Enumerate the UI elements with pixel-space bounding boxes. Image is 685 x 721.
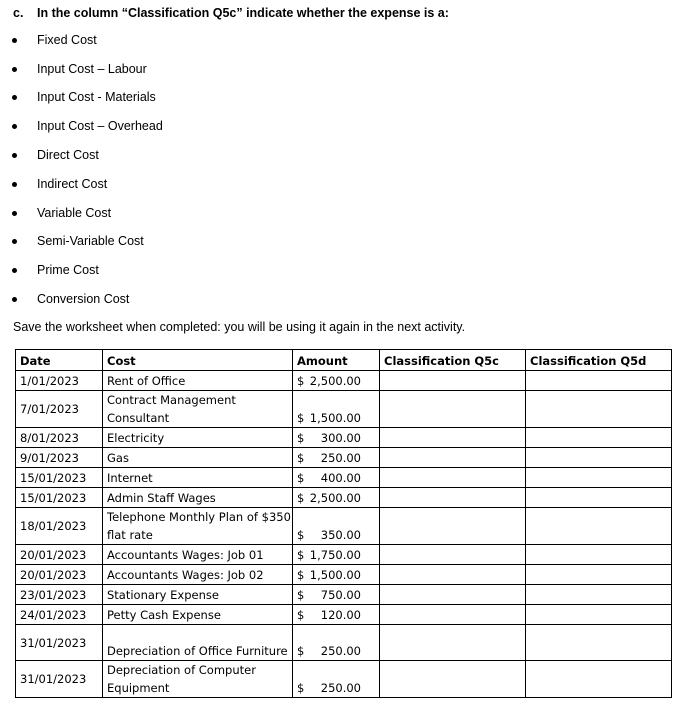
bullet-icon: [12, 297, 17, 302]
bullet-icon: [12, 124, 17, 129]
cell-cost: Stationary Expense: [103, 585, 293, 605]
cell-cost: Rent of Office: [103, 371, 293, 391]
cost-type-label: Indirect Cost: [37, 177, 108, 191]
cost-type-label: Input Cost – Overhead: [37, 119, 163, 133]
cell-cost: Accountants Wages: Job 02: [103, 565, 293, 585]
amount-value: 250.00: [320, 644, 361, 658]
table-row: [16, 545, 672, 565]
amount-value: 400.00: [320, 471, 361, 485]
currency-symbol: $: [297, 491, 305, 505]
bullet-icon: [12, 67, 17, 72]
header-classification-q5c: Classification Q5c: [380, 350, 526, 371]
header-classification-q5d: Classification Q5d: [526, 350, 672, 371]
question-heading: [13, 6, 449, 20]
cell-classification-q5d[interactable]: [526, 468, 672, 488]
cell-amount: [293, 545, 380, 565]
cell-date: 24/01/2023: [16, 605, 103, 625]
cost-type-label: Prime Cost: [37, 263, 99, 277]
cell-classification-q5c[interactable]: [380, 565, 526, 585]
table-body: [16, 371, 672, 698]
cell-classification-q5c[interactable]: [380, 468, 526, 488]
question-text: In the column “Classification Q5c” indicate whether the expense is a:: [37, 6, 449, 20]
cell-date: 18/01/2023: [16, 508, 103, 545]
cell-classification-q5d[interactable]: [526, 428, 672, 448]
amount-value: 300.00: [320, 431, 361, 445]
table-row: [16, 625, 672, 661]
cell-cost: Gas: [103, 448, 293, 468]
table-row: [16, 371, 672, 391]
amount-value: 2,500.00: [309, 491, 361, 505]
question-letter: c.: [13, 6, 24, 20]
cost-type-label: Semi-Variable Cost: [37, 234, 144, 248]
table-row: [16, 391, 672, 428]
cost-type-label: Input Cost – Labour: [37, 62, 147, 76]
cell-date: 15/01/2023: [16, 468, 103, 488]
cell-classification-q5c[interactable]: [380, 488, 526, 508]
cell-classification-q5d[interactable]: [526, 625, 672, 661]
amount-value: 120.00: [320, 608, 361, 622]
cell-date: 15/01/2023: [16, 488, 103, 508]
currency-symbol: $: [297, 451, 305, 465]
cell-cost: Accountants Wages: Job 01: [103, 545, 293, 565]
cell-classification-q5c[interactable]: [380, 585, 526, 605]
cost-type-label: Fixed Cost: [37, 33, 97, 47]
bullet-icon: [12, 153, 17, 158]
cell-classification-q5c[interactable]: [380, 508, 526, 545]
cell-amount: [293, 661, 380, 698]
cell-classification-q5c[interactable]: [380, 448, 526, 468]
save-instruction: Save the worksheet when completed: you will be using it again in the next activity.: [13, 320, 466, 334]
bullet-icon: [12, 38, 17, 43]
cell-amount: [293, 508, 380, 545]
bullet-icon: [12, 95, 17, 100]
cell-date: 23/01/2023: [16, 585, 103, 605]
header-date: Date: [16, 350, 103, 371]
cell-classification-q5c[interactable]: [380, 391, 526, 428]
cell-classification-q5c[interactable]: [380, 545, 526, 565]
header-amount: Amount: [293, 350, 380, 371]
cell-classification-q5d[interactable]: [526, 508, 672, 545]
amount-value: 350.00: [320, 528, 361, 542]
cell-classification-q5d[interactable]: [526, 488, 672, 508]
cell-amount: [293, 428, 380, 448]
cell-classification-q5d[interactable]: [526, 371, 672, 391]
amount-value: 1,500.00: [309, 411, 361, 425]
cell-date: 8/01/2023: [16, 428, 103, 448]
bullet-icon: [12, 211, 17, 216]
cell-classification-q5d[interactable]: [526, 585, 672, 605]
cell-cost: Depreciation of Computer Equipment: [103, 661, 293, 698]
cell-amount: [293, 488, 380, 508]
table-row: [16, 605, 672, 625]
cell-cost: Contract Management Consultant: [103, 391, 293, 428]
cell-amount: [293, 371, 380, 391]
cell-classification-q5d[interactable]: [526, 545, 672, 565]
currency-symbol: $: [297, 471, 305, 485]
cell-classification-q5d[interactable]: [526, 448, 672, 468]
cell-classification-q5c[interactable]: [380, 661, 526, 698]
cell-date: 1/01/2023: [16, 371, 103, 391]
cell-amount: [293, 585, 380, 605]
cell-amount: [293, 605, 380, 625]
cell-cost: Depreciation of Office Furniture: [103, 625, 293, 661]
currency-symbol: $: [297, 548, 305, 562]
amount-value: 750.00: [320, 588, 361, 602]
table-header-row: [16, 350, 672, 371]
bullet-icon: [12, 239, 17, 244]
cell-classification-q5c[interactable]: [380, 605, 526, 625]
cost-type-label: Variable Cost: [37, 206, 112, 220]
amount-value: 1,500.00: [309, 568, 361, 582]
cell-amount: [293, 391, 380, 428]
cell-cost: Petty Cash Expense: [103, 605, 293, 625]
currency-symbol: $: [297, 431, 305, 445]
cell-classification-q5c[interactable]: [380, 371, 526, 391]
currency-symbol: $: [297, 681, 305, 695]
cell-amount: [293, 625, 380, 661]
cell-date: 9/01/2023: [16, 448, 103, 468]
bullet-icon: [12, 182, 17, 187]
cell-amount: [293, 565, 380, 585]
cell-cost: Telephone Monthly Plan of $350 flat rate: [103, 508, 293, 545]
cell-classification-q5d[interactable]: [526, 605, 672, 625]
cell-cost: Internet: [103, 468, 293, 488]
table-row: [16, 488, 672, 508]
bullet-icon: [12, 268, 17, 273]
amount-value: 2,500.00: [309, 374, 361, 388]
cell-cost: Electricity: [103, 428, 293, 448]
table-row: [16, 428, 672, 448]
currency-symbol: $: [297, 608, 305, 622]
table-row: [16, 468, 672, 488]
cell-date: 31/01/2023: [16, 661, 103, 698]
cost-type-label: Conversion Cost: [37, 292, 130, 306]
cell-classification-q5c[interactable]: [380, 428, 526, 448]
table-row: [16, 585, 672, 605]
cost-type-label: Direct Cost: [37, 148, 99, 162]
currency-symbol: $: [297, 528, 305, 542]
cost-type-label: Input Cost - Materials: [37, 90, 156, 104]
table-row: [16, 661, 672, 698]
currency-symbol: $: [297, 411, 305, 425]
cell-classification-q5d[interactable]: [526, 391, 672, 428]
cell-cost: Admin Staff Wages: [103, 488, 293, 508]
cell-date: 31/01/2023: [16, 625, 103, 661]
cell-date: 20/01/2023: [16, 565, 103, 585]
cell-classification-q5d[interactable]: [526, 565, 672, 585]
amount-value: 250.00: [320, 681, 361, 695]
cell-date: 20/01/2023: [16, 545, 103, 565]
currency-symbol: $: [297, 568, 305, 582]
cell-amount: [293, 448, 380, 468]
cell-amount: [293, 468, 380, 488]
table-row: [16, 508, 672, 545]
currency-symbol: $: [297, 644, 305, 658]
table-row: [16, 565, 672, 585]
currency-symbol: $: [297, 374, 305, 388]
cell-classification-q5d[interactable]: [526, 661, 672, 698]
cell-date: 7/01/2023: [16, 391, 103, 428]
table-row: [16, 448, 672, 468]
amount-value: 250.00: [320, 451, 361, 465]
currency-symbol: $: [297, 588, 305, 602]
expense-worksheet-table: [15, 349, 672, 698]
cell-classification-q5c[interactable]: [380, 625, 526, 661]
header-cost: Cost: [103, 350, 293, 371]
amount-value: 1,750.00: [309, 548, 361, 562]
